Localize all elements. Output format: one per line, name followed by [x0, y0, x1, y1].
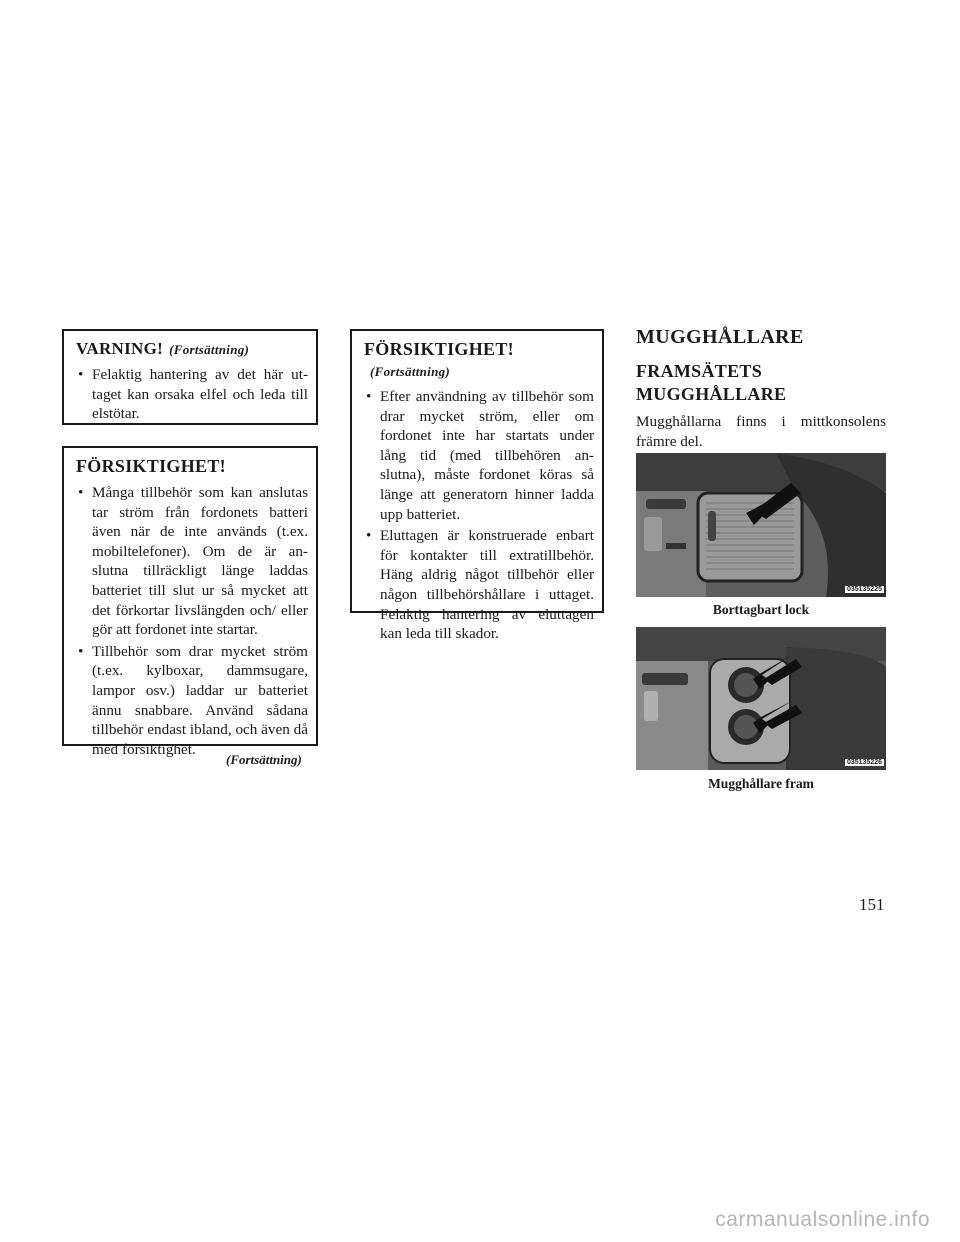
caution-list-2 — [364, 387, 594, 644]
warning-box — [62, 329, 318, 425]
caution-box-2 — [350, 329, 604, 643]
intro-paragraph: Mugghållarna finns i mittkonsolens främre del. — [636, 413, 886, 450]
list-item: • Efter användning av tillbehör som drar mycket ström, eller om fordonet inte har startats under lång tid (med tillbehören an-slutna), måste fordonet köras så länge att generatorn hinner ladda upp batteriet. — [364, 387, 594, 524]
list-item: • Eluttagen är konstruerade enbart för kontakter till extratillbehör. Häng aldrig något tillbehör eller någon tillbehörshållare i uttaget. Felaktig hantering av eluttagen kan leda till skador. — [364, 526, 594, 644]
continued-note: (Fortsättning) — [226, 752, 302, 767]
cupholder-illustration — [636, 627, 886, 770]
figure-removable-cover — [636, 453, 886, 597]
subheading: FRAMSÄTETS MUGGHÅLLARE — [636, 361, 787, 404]
figure-1-code: 035135225 — [846, 586, 882, 593]
list-item: • Felaktig hantering av det här ut-taget kan orsaka elfel och leda till elstötar. — [76, 365, 308, 424]
warning-list — [76, 365, 308, 424]
figure-2-caption: Mugghållare fram — [708, 776, 814, 791]
warning-title: VARNING! (Fortsättning) — [76, 339, 250, 358]
caution-title-2: FÖRSIKTIGHET!(Fortsättning) — [364, 339, 514, 379]
section-heading: MUGGHÅLLARE — [636, 326, 804, 348]
page-number: 151 — [859, 895, 885, 914]
list-item: • Många tillbehör som kan anslutas tar ström från fordonets batteri även när de inte används (t.ex. mobiltelefoner). Om de är an-slutna tillräckligt länge laddas batteriet till slut ur så mycket att det förkortar livslängden och/ eller gör att fordonet inte startar. — [76, 483, 308, 640]
figure-front-cupholder — [636, 627, 886, 770]
list-item: • Tillbehör som drar mycket ström (t.ex. kylboxar, dammsugare, lampor osv.) laddar ur batteriet ännu snabbare. Använd sådana tillbehör endast ibland, och även då med försiktighet. — [76, 642, 308, 760]
caution-title-1: FÖRSIKTIGHET! — [76, 456, 226, 476]
figure-2-code: 035135226 — [846, 759, 882, 766]
watermark: carmanualsonline.info — [715, 1208, 930, 1231]
figure-1-caption: Borttagbart lock — [712, 602, 810, 617]
warning-continued: (Fortsättning) — [169, 342, 250, 357]
caution-list-1 — [76, 483, 308, 759]
console-cover-illustration — [636, 453, 886, 597]
caution-box-1 — [62, 446, 318, 758]
caution-continued: (Fortsättning) — [370, 364, 451, 379]
